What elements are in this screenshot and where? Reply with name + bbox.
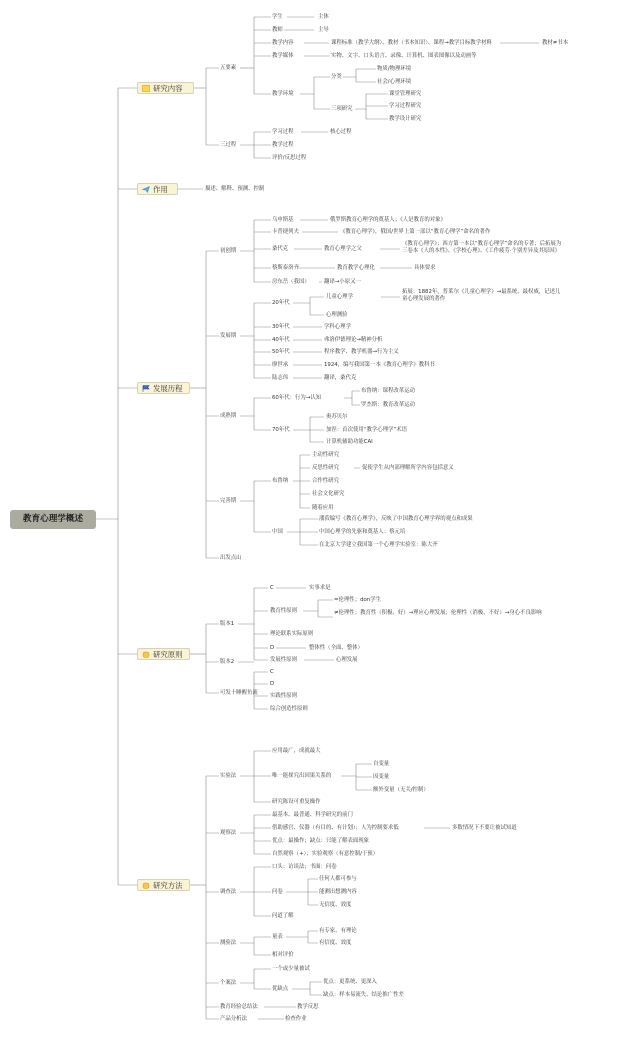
node-scale[interactable]: 量表 [272,934,283,940]
node-content[interactable]: 教学内容 [272,40,294,46]
node-dv[interactable]: 因变量 [373,774,390,780]
branch-label: 研究内容 [153,84,183,93]
node-classification[interactable]: 分类 [331,74,342,80]
hand-icon [142,882,150,889]
node-ushinsky[interactable]: 乌申斯基 [272,217,294,223]
node-classroom-mgmt[interactable]: 课堂管理研究 [389,91,422,97]
node-pros-cons[interactable]: 优缺点 [272,986,289,992]
root-node[interactable] [10,510,96,529]
node-reflective-note[interactable]: 促使学生从内部理解所学内容包括意义 [362,465,454,471]
branch-label: 作用 [153,185,168,194]
node-questionnaire[interactable]: 问卷 [272,889,283,895]
node-experiment[interactable]: 实验法 [220,773,237,779]
node-lu-note[interactable]: 翻译，桑代克 [324,375,357,381]
node-child-psych[interactable]: 儿童心理学 [326,294,353,300]
node-thorndike[interactable]: 桑代克 [272,246,289,252]
node-kapterev-note[interactable]: 《教育心理学》，俄国/世界上第一部以“教育心理学”命名的著作 [340,229,491,235]
node-teacher[interactable]: 教师 [272,27,283,33]
node-dev-note[interactable]: 心理发展 [336,657,358,663]
node-origin[interactable]: 出发点山 [220,555,242,561]
node-q2[interactable]: 能测出想测内容 [319,889,357,895]
node-mnemonic[interactable]: 可发十睡醒鱼流 [220,690,258,696]
node-v2[interactable]: 版本2 [220,659,235,665]
node-c2[interactable]: C [270,669,274,675]
node-case-a[interactable]: 一个或少量被试 [272,966,310,972]
node-reflective[interactable]: 反思性研究 [312,465,339,471]
node-d2[interactable]: D [270,681,275,687]
branch-history[interactable] [137,382,190,394]
node-dev[interactable]: 发展性原则 [270,657,297,663]
node-test[interactable]: 测验法 [220,940,237,946]
node-physical-env[interactable]: 物质/物理环境 [377,66,412,72]
node-obs-c[interactable]: 优点：最操作；缺点：只能了解表面现象 [272,838,370,844]
node-student-note[interactable]: 主体 [318,14,329,20]
node-gagne[interactable]: 加涅：首次使用“教学心理学”术语 [326,427,408,433]
root-label: 教育心理学概述 [22,514,84,524]
node-sv-a[interactable]: 口头：访谈法；书面：问卷 [272,864,337,870]
node-fang-note[interactable]: 翻译→小原又一 [324,279,361,285]
node-environment[interactable]: 教学环境 [272,91,294,97]
node-tech[interactable]: 随着应用 [312,505,334,511]
paper-plane-icon [142,186,150,193]
node-liao-note[interactable]: 1924，编写我国第一本《教育心理学》教科书 [324,362,435,368]
node-mental-test[interactable]: 心理测验 [326,312,348,318]
node-ethics[interactable]: 教育性原则 [270,608,297,614]
node-media-note[interactable]: 实物、文字、口头语言、录像、计算机、图表图像以及动画等 [331,53,477,59]
node-survey[interactable]: 调查法 [220,889,237,895]
node-fang[interactable]: 房东岳（我国） [272,279,310,285]
node-thorndike-note[interactable]: 教育心理学之父 [324,246,362,252]
node-obs-b[interactable]: 借助感官、仪器（有目的、有计划）；人为控制要求低 [272,825,399,831]
hand-icon [142,651,150,658]
node-exp-a[interactable]: 应用最广，成就最大 [272,748,321,754]
node-product-note[interactable]: 检查作业 [285,1016,307,1022]
node-teaching-process[interactable]: 教学过程 [272,142,294,148]
node-learning-process-research[interactable]: 学习过程研究 [389,103,422,109]
node-social-env[interactable]: 社会/心理环境 [377,79,412,85]
node-sv-b[interactable]: 问道了解 [272,913,294,919]
node-china[interactable]: 中国 [272,529,283,535]
node-case[interactable]: 个案法 [220,980,237,986]
node-obs-d[interactable]: 自然观察（+）；实验观察（有意控制/干预） [272,851,379,857]
node-summary[interactable]: 教育经验总结法 [220,1004,258,1010]
node-ethics-a[interactable]: =伦理性；don学生 [334,597,381,603]
node-teaching-design-research[interactable]: 教学设计研究 [389,116,422,122]
node-40s[interactable]: 40年代 [272,337,290,343]
node-maturity[interactable]: 成熟期 [220,413,237,419]
node-evaluation-process[interactable]: 评价/反思过程 [272,155,307,161]
node-q1[interactable]: 任何人都可参与 [319,876,357,882]
node-initial[interactable]: 初创期 [220,248,237,254]
node-cons[interactable]: 缺点：样本易流失、结论推广性差 [323,992,404,998]
node-s2[interactable]: 有信度、效度 [319,940,352,946]
node-media[interactable]: 教学媒体 [272,53,294,59]
node-five-elements[interactable]: 五要素 [220,65,237,71]
branch-methods[interactable] [137,879,190,891]
node-synthesis[interactable]: 综合创造性原则 [270,706,308,712]
flag-icon [142,385,150,392]
node-c[interactable]: C [270,585,274,591]
node-content-note[interactable]: 课程标准（教学大纲）、教材（书本知识）、课程→教学目标教学材料 [331,40,492,46]
node-observation[interactable]: 观察法 [220,830,237,836]
node-perfection[interactable]: 完善期 [220,498,237,504]
node-q3[interactable]: 无信度、效度 [319,902,352,908]
bulb-icon [142,85,150,92]
node-student[interactable]: 学生 [272,14,283,20]
node-learning-process[interactable]: 学习过程 [272,129,294,135]
node-thorndike-detail[interactable]: 《教育心理学》；西方第一本以“教育心理学”命名的专著；后拓展为三卷本《人的本性》、《学校心理》、《工作疲劳·个别差异及其原因》 [402,241,562,254]
node-iv[interactable]: 自变量 [373,761,390,767]
node-exp-b[interactable]: 唯一能探究出因果关系的 [272,773,332,779]
branch-label: 研究方法 [153,881,183,890]
node-pros[interactable]: 优点：更系统、更深入 [323,979,377,985]
node-ev[interactable]: 额外变量（无关/控制） [373,787,429,793]
node-teacher-note[interactable]: 主导 [318,27,329,33]
node-theory[interactable]: 理论联系实际原则 [270,631,314,637]
node-kapterev[interactable]: 卡普捷列夫 [272,229,299,235]
node-content-note2[interactable]: 教材≠书本 [542,40,569,46]
branch-research-content[interactable] [137,82,194,94]
node-peking[interactable]: 在北京大学建立我国第一个心理学实验室：陈大齐 [319,542,438,548]
node-40s-note[interactable]: 弗洛伊德理论→精神分析 [324,337,383,343]
node-social-culture[interactable]: 社会文化研究 [312,491,345,497]
branch-label: 发展历程 [153,384,183,393]
node-ushinsky-note[interactable]: 俄罗斯教育心理学的奠基人；《人是教育的对象》 [330,217,446,223]
branch-label: 研究原则 [153,650,183,659]
node-50s-note[interactable]: 程序教学、教学机器→行为主义 [324,349,399,355]
node-cooperative[interactable]: 合作性研究 [312,478,339,484]
node-three-processes[interactable]: 三过程 [220,142,237,148]
node-ethics-b[interactable]: ≠伦理性；教育性（积极、好）→理应心理发展；伦理性（消极、不好）→身心不良影响 [334,610,542,616]
node-obs-a[interactable]: 最基本、最普通、科学研究的前门 [272,812,353,818]
branch-principles[interactable] [137,648,190,660]
node-c-note[interactable]: 实事求是 [309,585,331,591]
node-exp-c[interactable]: 研究陈设可重复操作 [272,799,321,805]
node-luo[interactable]: 罗杰斯：教育改革运动 [361,402,415,408]
branch-function[interactable] [137,183,178,195]
node-20s[interactable]: 20年代 [272,300,290,306]
node-s1[interactable]: 有专家、有理论 [319,928,357,934]
node-development[interactable]: 发展期 [220,333,237,339]
node-60s[interactable]: 60年代：行为→认知 [272,395,322,401]
node-tsai[interactable]: 蔡斯泰洛齐 [272,265,299,271]
node-50s[interactable]: 50年代 [272,349,290,355]
node-d[interactable]: D [270,645,275,651]
node-tsai-note2[interactable]: 具体要求 [414,265,436,271]
node-obs-b-note[interactable]: 多数情况下不要让被试知道 [452,825,517,831]
node-70s[interactable]: 70年代 [272,427,290,433]
node-function-text[interactable]: 描述、解释、预测、控制 [205,186,265,192]
node-relative[interactable]: 相对评价 [272,952,294,958]
node-30s-note[interactable]: 学科心理学 [324,324,351,330]
node-bruner[interactable]: 布鲁纳：课程改革运动 [361,388,415,394]
node-summary-note[interactable]: 教学反思 [297,1004,319,1010]
node-bruner2[interactable]: 布鲁纳 [272,478,289,484]
node-d-note[interactable]: 整体性（全面、整体） [309,645,363,651]
node-cai[interactable]: 计算机辅助功能CAI [326,439,373,445]
node-child-psych-note[interactable]: 拓展：1882年，普莱尔《儿童心理学》→最系统、最权威，记述儿童心理发展的著作 [402,289,561,302]
node-learning-process-note[interactable]: 核心过程 [330,129,352,135]
node-cai-founder[interactable]: 中国心理学的先驱和奠基人：蔡元培 [319,529,406,535]
node-three-research[interactable]: 三项研究 [331,106,353,112]
node-ausubel[interactable]: 奥苏贝尔 [326,414,348,420]
node-lu[interactable]: 陆志伟 [272,375,289,381]
node-tsai-note[interactable]: 教育教学心理化 [337,265,375,271]
node-product[interactable]: 产品分析法 [220,1016,247,1022]
node-pan[interactable]: 潘菽编写《教育心理学》，反映了中国教育心理学界的观点和成果 [319,516,473,522]
node-active[interactable]: 主动性研究 [312,452,339,458]
node-practice[interactable]: 实践性原则 [270,693,297,699]
node-liao[interactable]: 廖世承 [272,362,289,368]
node-30s[interactable]: 30年代 [272,324,290,330]
node-v1[interactable]: 版本1 [220,621,235,627]
